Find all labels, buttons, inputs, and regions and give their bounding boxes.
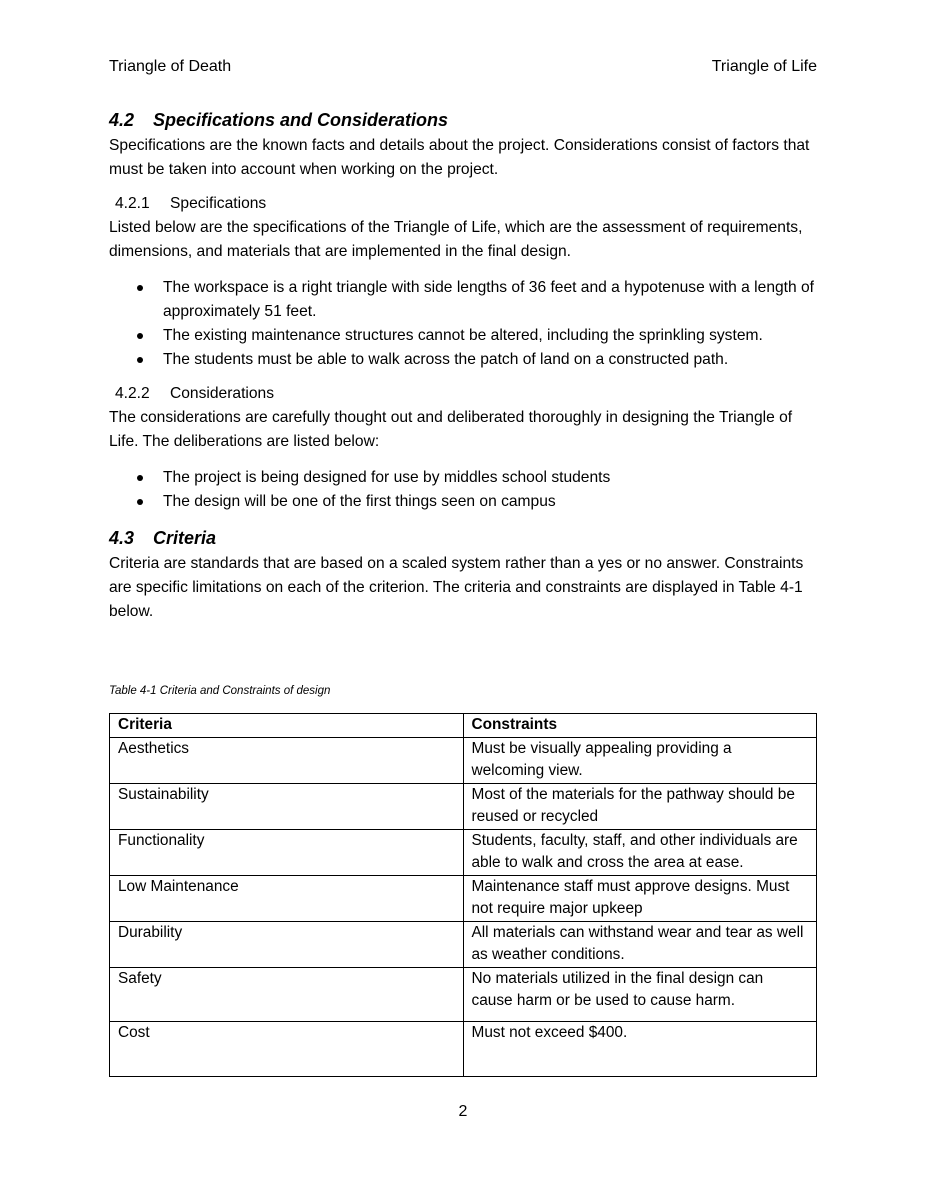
list-item — [109, 348, 817, 372]
section-heading-4-3 — [109, 526, 817, 552]
table-row — [110, 1021, 817, 1076]
main-content — [109, 108, 817, 624]
criteria-constraints-table — [109, 713, 817, 1077]
constraint-cell: All materials can withstand wear and tear as well as weather conditions. — [463, 921, 817, 967]
subsection-heading-4-2-2 — [115, 382, 817, 406]
list-item-text: The existing maintenance structures cannot be altered, including the sprinkling system. — [163, 327, 763, 344]
section-number: 4.3 — [109, 528, 135, 548]
table-row — [110, 783, 817, 829]
constraint-cell: Must be visually appealing providing a welcoming view. — [463, 737, 817, 783]
criteria-cell: Aesthetics — [110, 737, 464, 783]
list-item — [109, 466, 817, 490]
list-item-text: The students must be able to walk across the patch of land on a constructed path. — [163, 351, 729, 368]
table-row — [110, 829, 817, 875]
list-item-text: The workspace is a right triangle with side lengths of 36 feet and a hypotenuse with a length of approximately 51 feet. — [163, 279, 815, 320]
bullet-icon — [137, 333, 143, 339]
table-row — [110, 921, 817, 967]
subsection-number: 4.2.1 — [115, 195, 150, 212]
bullet-icon — [137, 499, 143, 505]
header-left-title: Triangle of Death — [109, 58, 232, 75]
list-item — [109, 324, 817, 348]
subsection-number: 4.2.2 — [115, 385, 150, 402]
criteria-cell: Durability — [110, 921, 464, 967]
table-row — [110, 875, 817, 921]
page-number: 2 — [458, 1103, 468, 1120]
considerations-list — [109, 466, 817, 514]
list-item-text: The project is being designed for use by middles school students — [163, 469, 611, 486]
table-row — [110, 737, 817, 783]
table-header-row — [110, 714, 817, 738]
section-title: Criteria — [153, 528, 217, 548]
section-4-2-intro: Specifications are the known facts and details about the project. Considerations consist of factors that must be taken into account when working on the project. — [109, 137, 810, 178]
section-4-3-intro: Criteria are standards that are based on a scaled system rather than a yes or no answer. Constraints are specific limitations on each of the criterion. The criteria and constraints are displayed in Table 4-1 below. — [109, 555, 804, 620]
subsection-heading-4-2-1 — [115, 192, 817, 216]
list-item — [109, 276, 817, 324]
section-number: 4.2 — [109, 110, 135, 130]
bullet-icon — [137, 357, 143, 363]
header-right-title: Triangle of Life — [711, 58, 817, 75]
section-4-2-2-intro: The considerations are carefully thought out and deliberated thoroughly in designing the Triangle of Life. The deliberations are listed below: — [109, 409, 793, 450]
subsection-title: Specifications — [170, 195, 267, 212]
criteria-cell: Safety — [110, 967, 464, 1021]
bullet-icon — [137, 285, 143, 291]
criteria-cell: Sustainability — [110, 783, 464, 829]
constraint-cell: Most of the materials for the pathway should be reused or recycled — [463, 783, 817, 829]
column-header-constraints: Constraints — [463, 714, 817, 738]
list-item-text: The design will be one of the first things seen on campus — [163, 493, 556, 510]
table-row — [110, 967, 817, 1021]
constraint-cell: Must not exceed $400. — [463, 1021, 817, 1076]
criteria-cell: Cost — [110, 1021, 464, 1076]
list-item — [109, 490, 817, 514]
table-caption: Table 4-1 Criteria and Constraints of design — [109, 685, 331, 697]
constraint-cell: No materials utilized in the final design can cause harm or be used to cause harm. — [463, 967, 817, 1021]
constraint-cell: Maintenance staff must approve designs. Must not require major upkeep — [463, 875, 817, 921]
section-title: Specifications and Considerations — [153, 110, 449, 130]
constraint-cell: Students, faculty, staff, and other individuals are able to walk and cross the area at ease. — [463, 829, 817, 875]
section-heading-4-2 — [109, 108, 817, 134]
section-4-2-1-intro: Listed below are the specifications of the Triangle of Life, which are the assessment of requirements, dimensions, and materials that are implemented in the final design. — [109, 219, 803, 260]
criteria-cell: Functionality — [110, 829, 464, 875]
criteria-cell: Low Maintenance — [110, 875, 464, 921]
subsection-title: Considerations — [170, 385, 275, 402]
column-header-criteria: Criteria — [110, 714, 464, 738]
specifications-list — [109, 276, 817, 372]
bullet-icon — [137, 475, 143, 481]
